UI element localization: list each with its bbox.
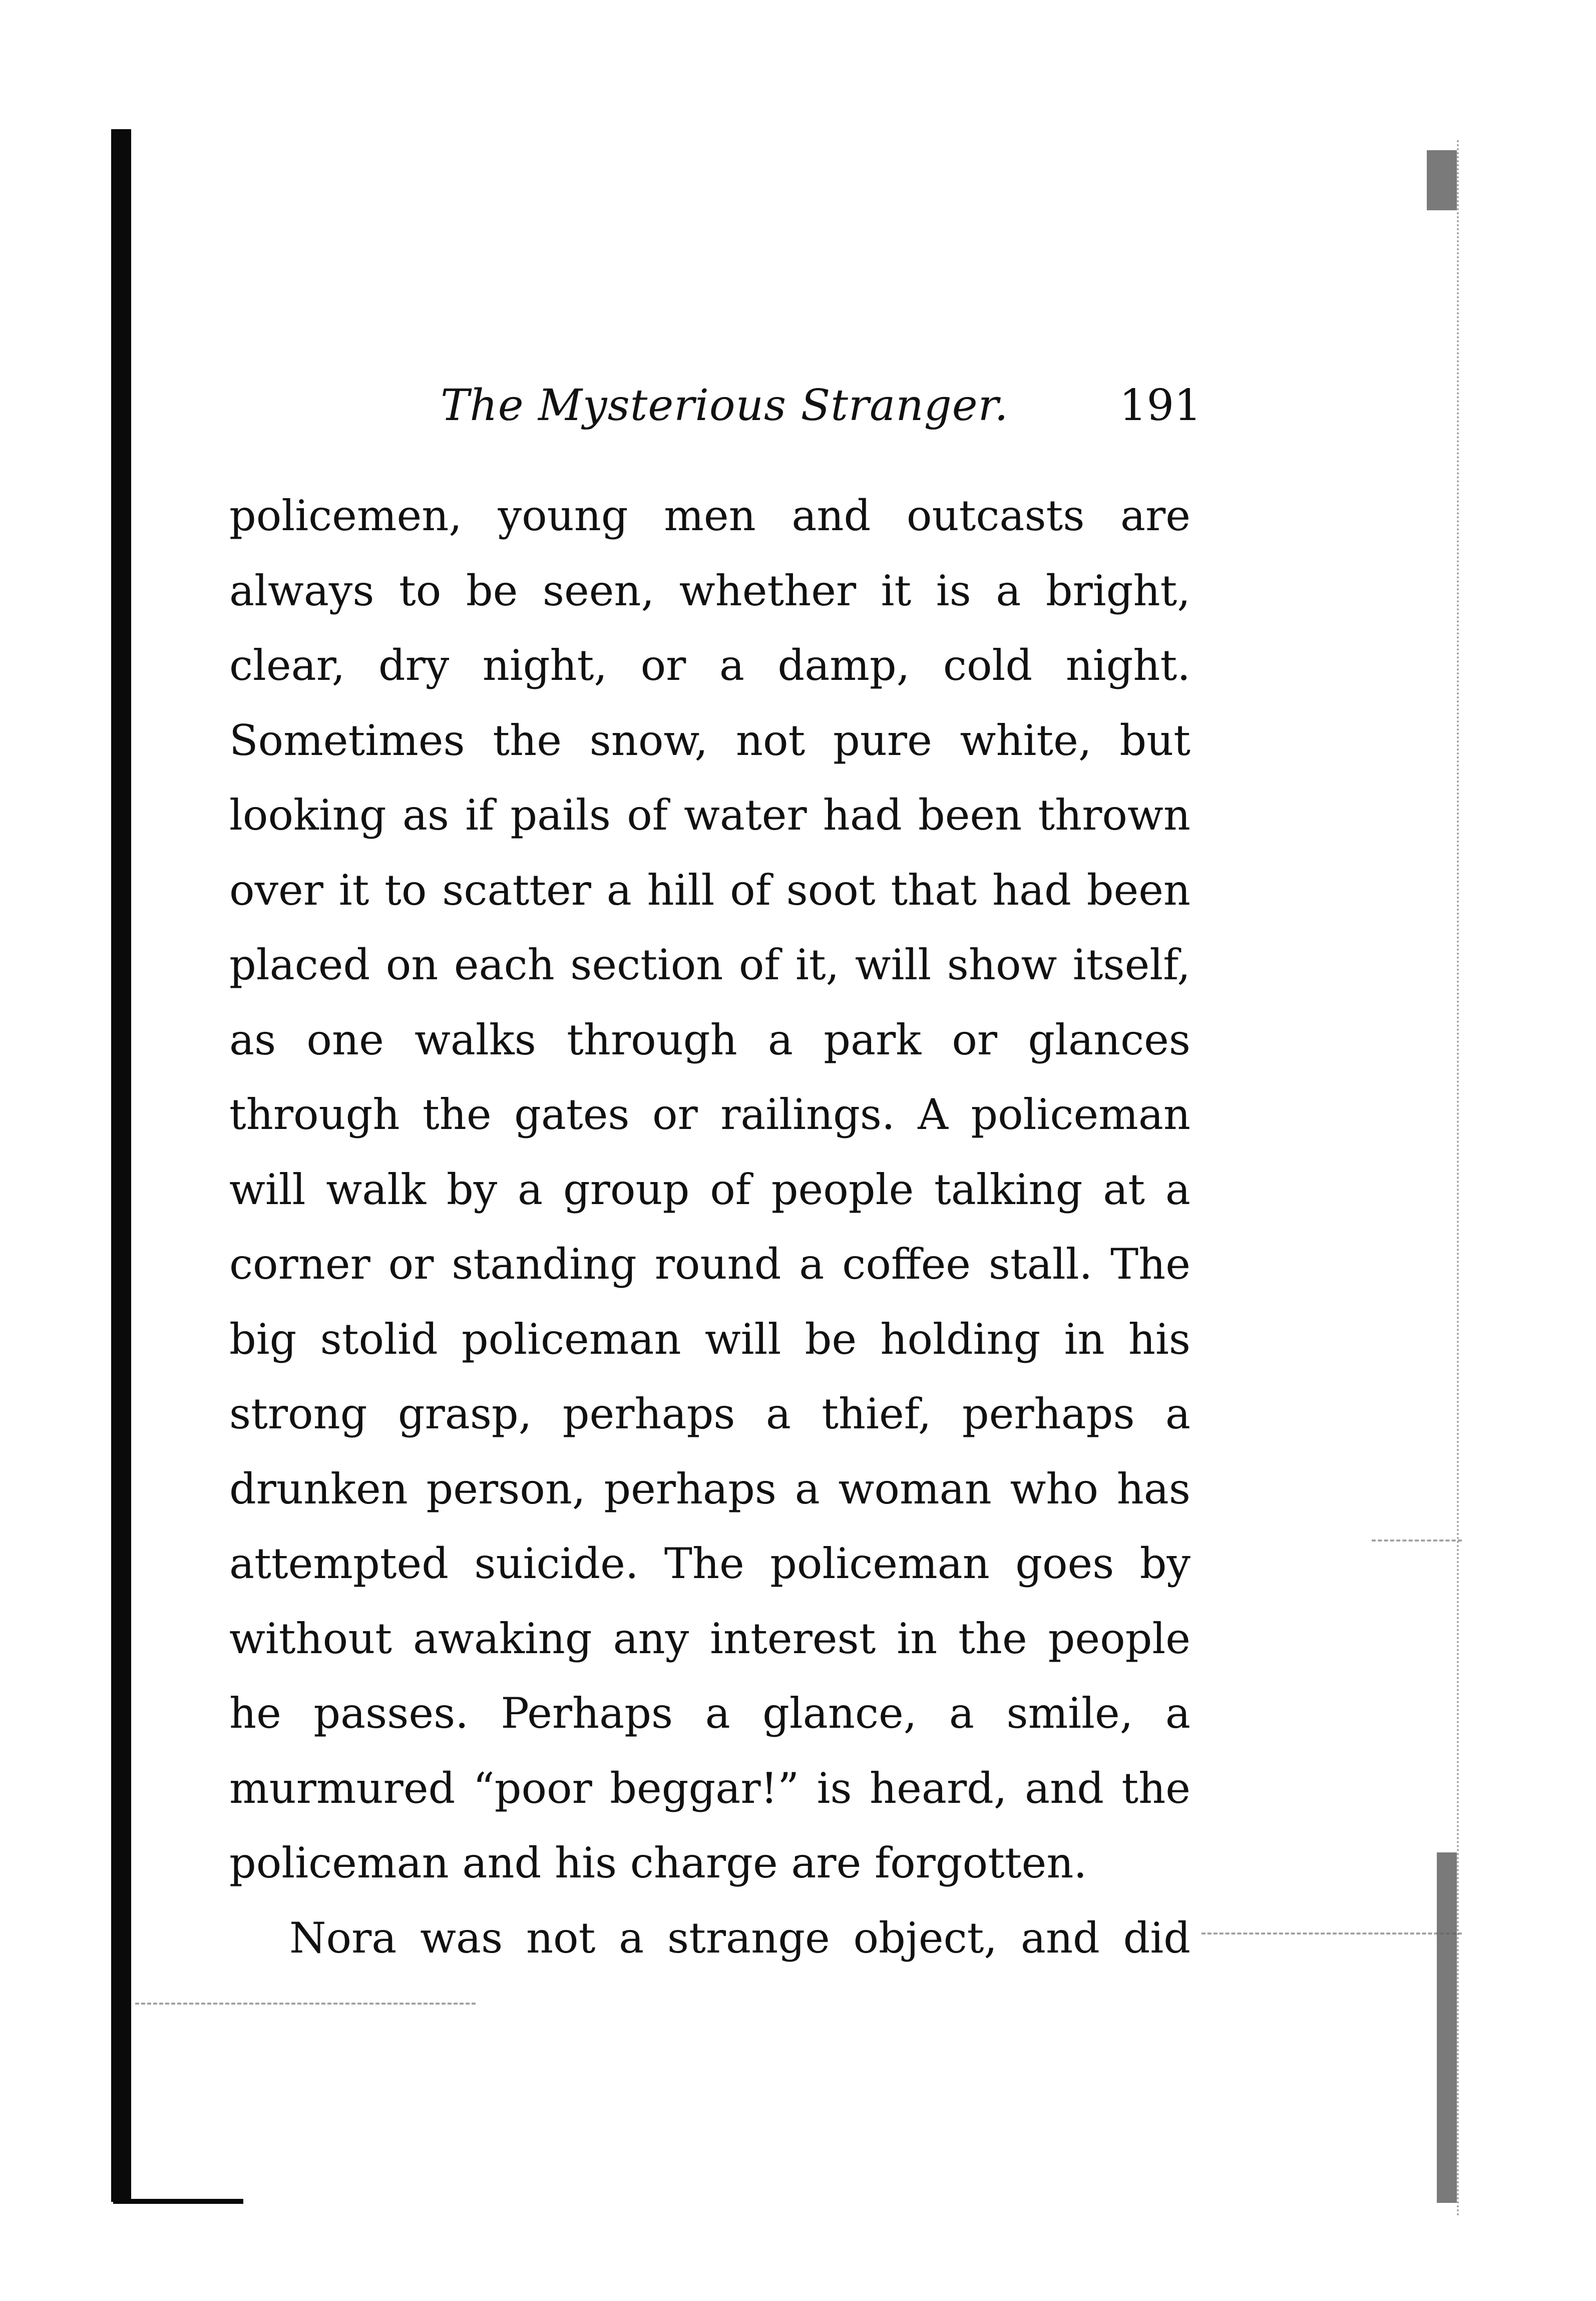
text-line: looking as if pails of water had been thrown bbox=[229, 791, 1190, 840]
running-title: The Mysterious Stranger. bbox=[441, 380, 1009, 431]
running-header bbox=[441, 378, 1202, 438]
text-line: always to be seen, whether it is a bright, bbox=[229, 566, 1190, 615]
text-line: big stolid policeman will be holding in his bbox=[229, 1314, 1190, 1364]
text-line: Sometimes the snow, not pure white, but bbox=[229, 715, 1190, 765]
text-line: as one walks through a park or glances bbox=[229, 1015, 1190, 1064]
text-line: drunken person, perhaps a woman who has bbox=[229, 1464, 1190, 1513]
scan-dash-mark bbox=[135, 2003, 476, 2005]
text-line: will walk by a group of people talking at a bbox=[229, 1165, 1190, 1214]
scan-dash-mark bbox=[1202, 1933, 1462, 1935]
binding-edge bbox=[111, 129, 131, 2202]
text-line: policeman and his charge are forgotten. bbox=[229, 1838, 1087, 1887]
scan-dash-mark bbox=[1372, 1540, 1462, 1542]
text-line: strong grasp, perhaps a thief, perhaps a bbox=[229, 1389, 1190, 1438]
body-text bbox=[229, 488, 1190, 1985]
text-line: over it to scatter a hill of soot that had been bbox=[229, 865, 1190, 915]
text-line: Nora was not a strange object, and did bbox=[289, 1913, 1190, 1963]
text-line: without awaking any interest in the people bbox=[229, 1614, 1190, 1663]
scan-blot bbox=[1427, 150, 1457, 210]
text-line: clear, dry night, or a damp, cold night. bbox=[229, 641, 1190, 690]
text-line: murmured “poor beggar!” is heard, and the bbox=[229, 1763, 1190, 1813]
scan-edge-mark bbox=[1457, 140, 1461, 2218]
page-number: 191 bbox=[1119, 380, 1202, 431]
text-line: attempted suicide. The policeman goes by bbox=[229, 1539, 1190, 1588]
text-line: through the gates or railings. A policeman bbox=[229, 1090, 1190, 1139]
binding-edge-foot bbox=[113, 2199, 243, 2204]
scan-blot bbox=[1437, 1852, 1457, 2203]
text-line: he passes. Perhaps a glance, a smile, a bbox=[229, 1689, 1190, 1738]
text-line: corner or standing round a coffee stall. The bbox=[229, 1240, 1190, 1289]
text-line: placed on each section of it, will show itself, bbox=[229, 940, 1190, 989]
text-line: policemen, young men and outcasts are bbox=[229, 491, 1190, 540]
